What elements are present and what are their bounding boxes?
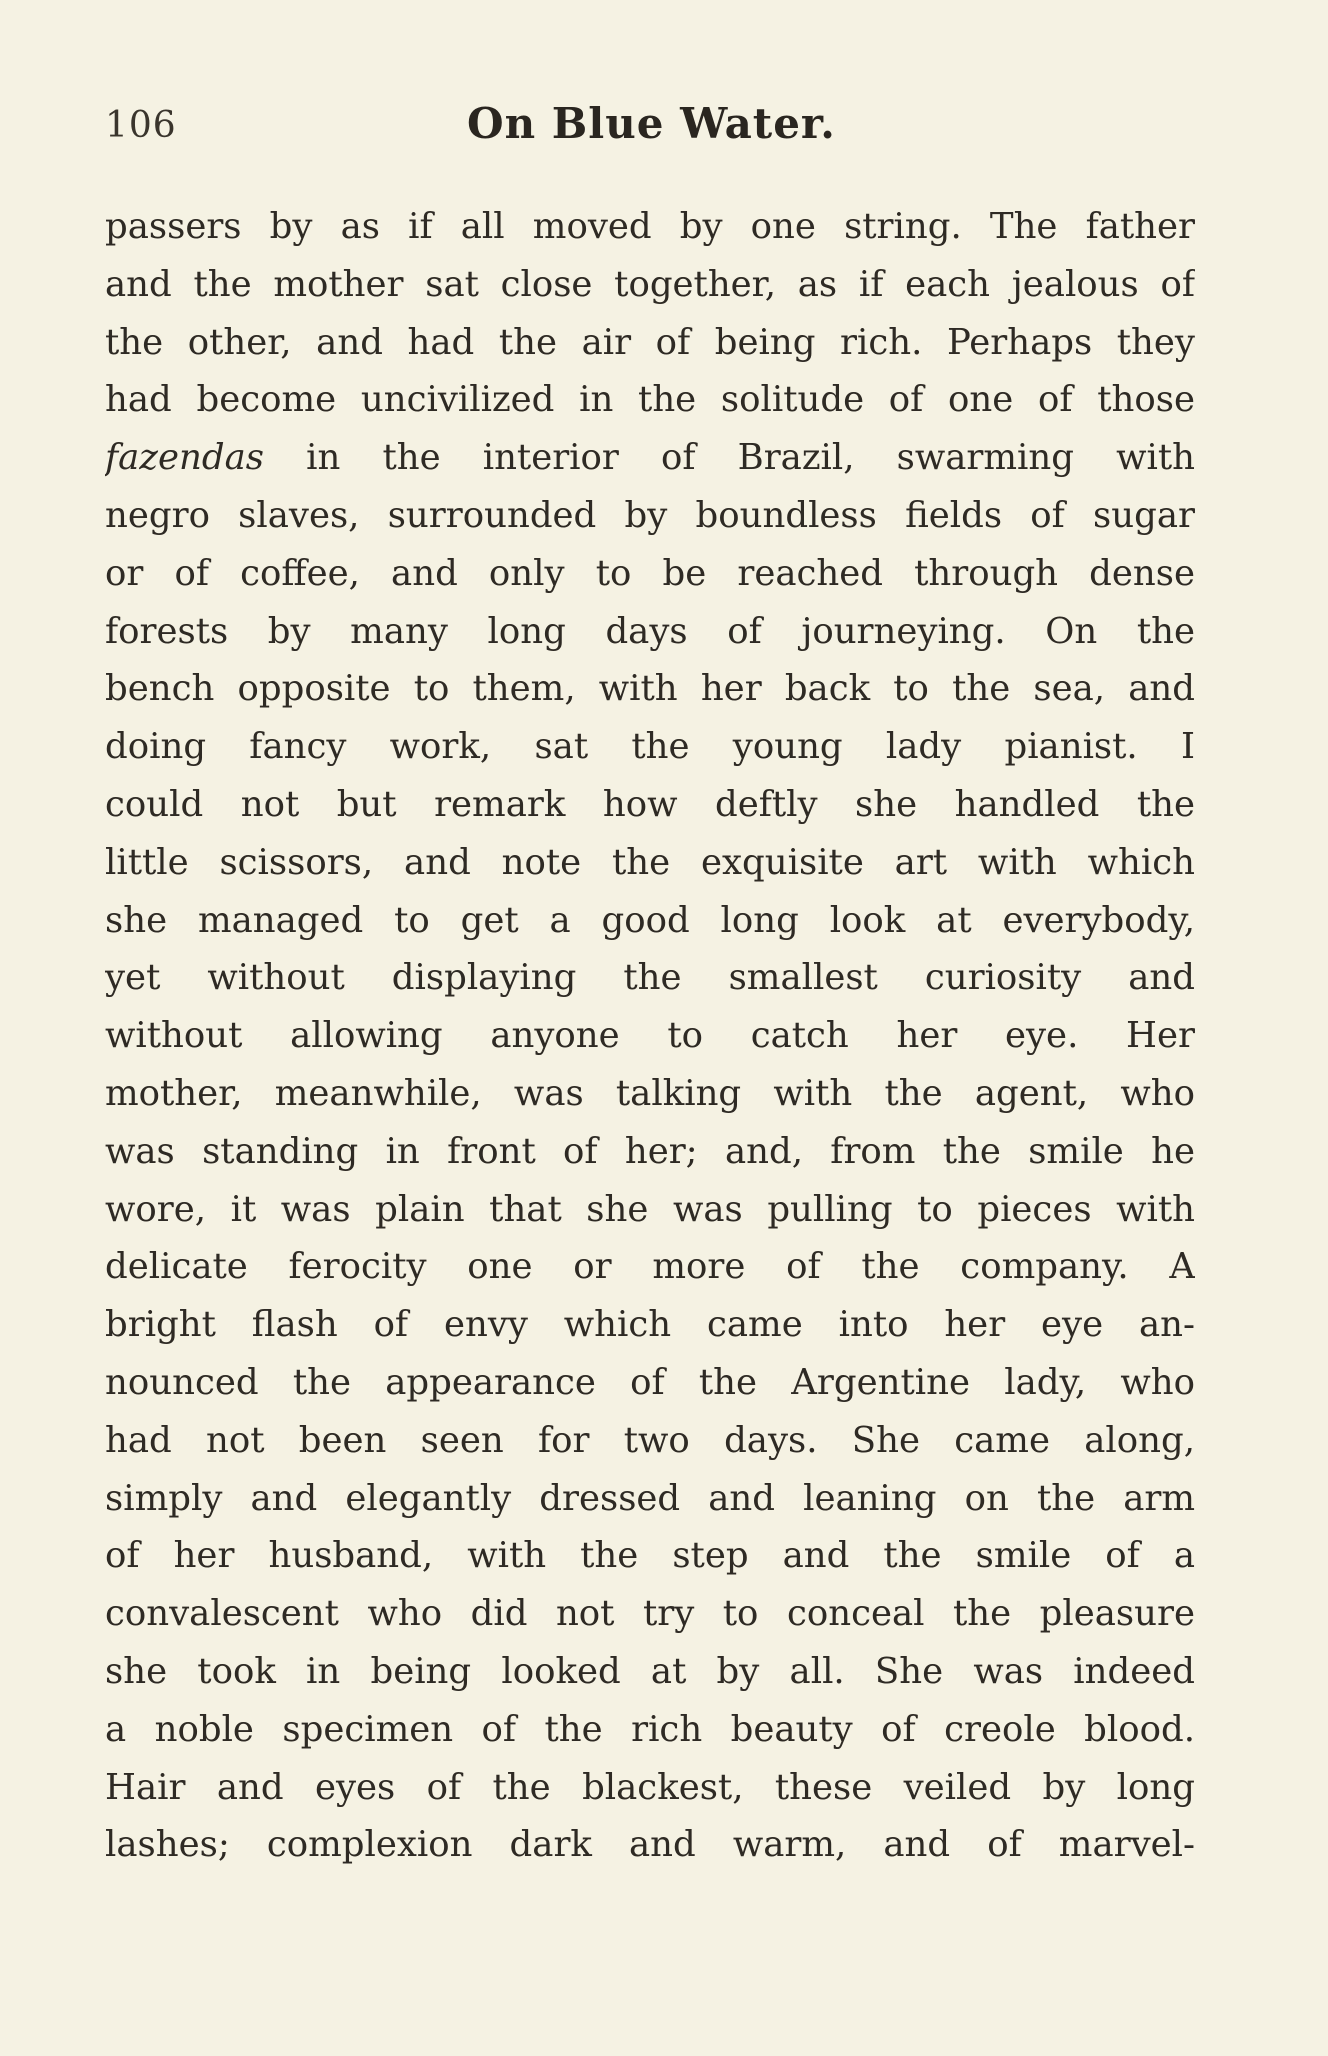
text-line: she managed to get a good long look at everybody, [105, 899, 1195, 941]
text-line: Hair and eyes of the blackest, these veiled by long [105, 1766, 1195, 1808]
text-line: bench opposite to them, with her back to the sea, and [105, 668, 1195, 710]
text-line: convalescent who did not try to conceal the pleasure [105, 1593, 1195, 1635]
text-line: or of coffee, and only to be reached through dense [105, 552, 1195, 594]
page-header [105, 95, 1205, 165]
text-line: passers by as if all moved by one string. The father [105, 206, 1195, 247]
text-line: mother, meanwhile, was talking with the agent, who [105, 1072, 1195, 1114]
text-line-rest: in the interior of Brazil, swarming with [306, 437, 1195, 479]
text-line: lashes; complexion dark and warm, and of marvel- [105, 1824, 1195, 1866]
text-line: little scissors, and note the exquisite art with which [105, 841, 1195, 883]
text-line: the other, and had the air of being rich. Perhaps they [105, 321, 1195, 363]
text-line: nounced the appearance of the Argentine lady, who [105, 1361, 1195, 1403]
text-line: negro slaves, surrounded by boundless fields of sugar [105, 494, 1195, 536]
text-line: wore, it was plain that she was pulling to pieces with [105, 1188, 1195, 1230]
text-line: delicate ferocity one or more of the company. A [105, 1246, 1195, 1288]
text-line: yet without displaying the smallest curiosity and [105, 957, 1195, 999]
text-line: she took in being looked at by all. She was indeed [105, 1650, 1195, 1692]
running-title: On Blue Water. [467, 99, 836, 148]
text-line: had not been seen for two days. She came along, [105, 1419, 1195, 1461]
text-line: could not but remark how deftly she handled the [105, 783, 1195, 825]
text-line: of her husband, with the step and the smile of a [105, 1535, 1195, 1577]
text-line: simply and elegantly dressed and leaning on the arm [105, 1477, 1195, 1519]
text-line: and the mother sat close together, as if each jealous of [105, 263, 1195, 305]
italic-word: fazendas [105, 437, 264, 479]
text-line: doing fancy work, sat the young lady pianist. I [105, 726, 1195, 768]
text-line: was standing in front of her; and, from the smile he [105, 1130, 1195, 1172]
text-line: a noble specimen of the rich beauty of creole blood. [105, 1708, 1195, 1750]
text-line: had become uncivilized in the solitude of one of those [105, 379, 1195, 421]
text-line: forests by many long days of journeying. On the [105, 610, 1195, 652]
body-text [105, 198, 1195, 1874]
text-line: bright flash of envy which came into her eye an- [105, 1304, 1195, 1346]
text-line: without allowing anyone to catch her eye. Her [105, 1015, 1195, 1057]
page-number: 106 [105, 105, 177, 146]
text-line-with-italic [105, 429, 1195, 487]
